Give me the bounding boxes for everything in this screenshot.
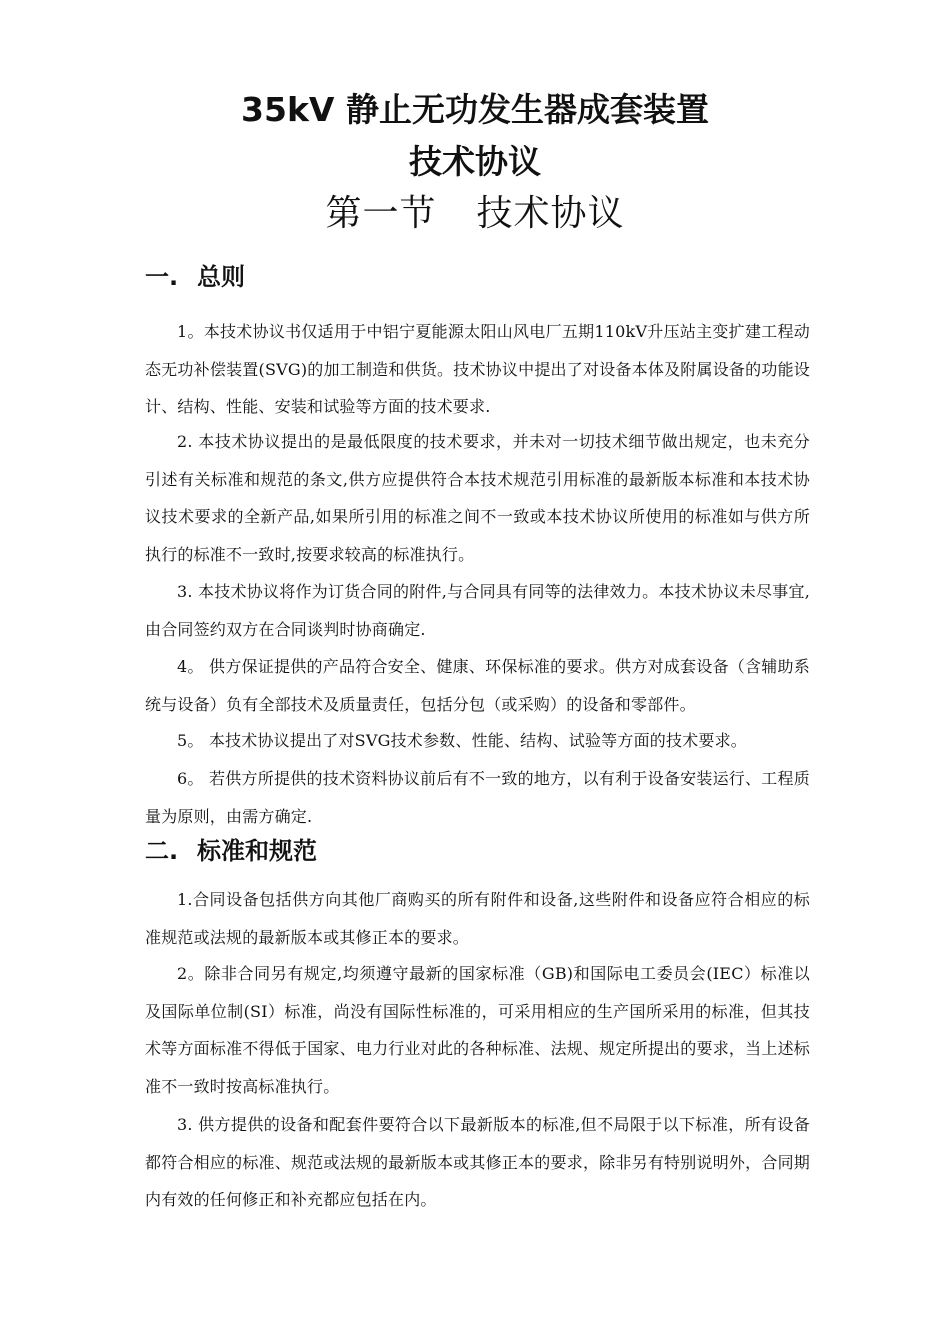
heading-text: 标准和规范 bbox=[197, 837, 317, 865]
heading-text: 总则 bbox=[197, 263, 245, 291]
section-label: 第一节 bbox=[325, 193, 437, 234]
section-title bbox=[0, 192, 950, 236]
section-name: 技术协议 bbox=[476, 193, 625, 234]
document-title: 35kV 静止无功发生器成套装置 bbox=[241, 90, 709, 129]
heading-number: 一. bbox=[145, 263, 179, 291]
paragraph: 1。本技术协议书仅适用于中铝宁夏能源太阳山风电厂五期110kV升压站主变扩建工程动态无功补偿装置(SVG)的加工制造和供货。技术协议中提出了对设备本体及附属设备的功能设计、结构、性能、安装和试验等方面的技术要求. bbox=[145, 322, 810, 416]
paragraph: 3. 供方提供的设备和配套件要符合以下最新版本的标准,但不局限于以下标准，所有设备都符合相应的标准、规范或法规的最新版本或其修正本的要求，除非另有特别说明外，合同期内有效的任何修正和补充都应包括在内。 bbox=[145, 1115, 810, 1209]
heading-standards bbox=[145, 835, 317, 867]
document-subtitle: 技术协议 bbox=[409, 142, 541, 181]
paragraph: 3. 本技术协议将作为订货合同的附件,与合同具有同等的法律效力。本技术协议未尽事宜,由合同签约双方在合同谈判时协商确定. bbox=[145, 582, 810, 639]
paragraph: 4。 供方保证提供的产品符合安全、健康、环保标准的要求。供方对成套设备（含辅助系统与设备）负有全部技术及质量责任，包括分包（或采购）的设备和零部件。 bbox=[145, 657, 810, 714]
paragraph: 5。 本技术协议提出了对SVG技术参数、性能、结构、试验等方面的技术要求。 bbox=[177, 731, 747, 750]
paragraph: 2. 本技术协议提出的是最低限度的技术要求，并未对一切技术细节做出规定，也未充分引述有关标准和规范的条文,供方应提供符合本技术规范引用标准的最新版本标准和本技术协议技术要求的全新产品,如果所引用的标准之间不一致或本技术协议所使用的标准如与供方所执行的标准不一致时,按要求较高的标准执行。 bbox=[145, 432, 810, 564]
heading-number: 二. bbox=[145, 837, 179, 865]
paragraph: 1.合同设备包括供方向其他厂商购买的所有附件和设备,这些附件和设备应符合相应的标准规范或法规的最新版本或其修正本的要求。 bbox=[145, 890, 810, 947]
paragraph: 2。除非合同另有规定,均须遵守最新的国家标准（GB)和国际电工委员会(IEC）标准以及国际单位制(SI）标准，尚没有国际性标准的，可采用相应的生产国所采用的标准，但其技术等方面标准不得低于国家、电力行业对此的各种标准、法规、规定所提出的要求，当上述标准不一致时按高标准执行。 bbox=[145, 964, 810, 1096]
paragraph: 6。 若供方所提供的技术资料协议前后有不一致的地方，以有利于设备安装运行、工程质量为原则，由需方确定. bbox=[145, 769, 810, 826]
heading-general bbox=[145, 261, 245, 293]
